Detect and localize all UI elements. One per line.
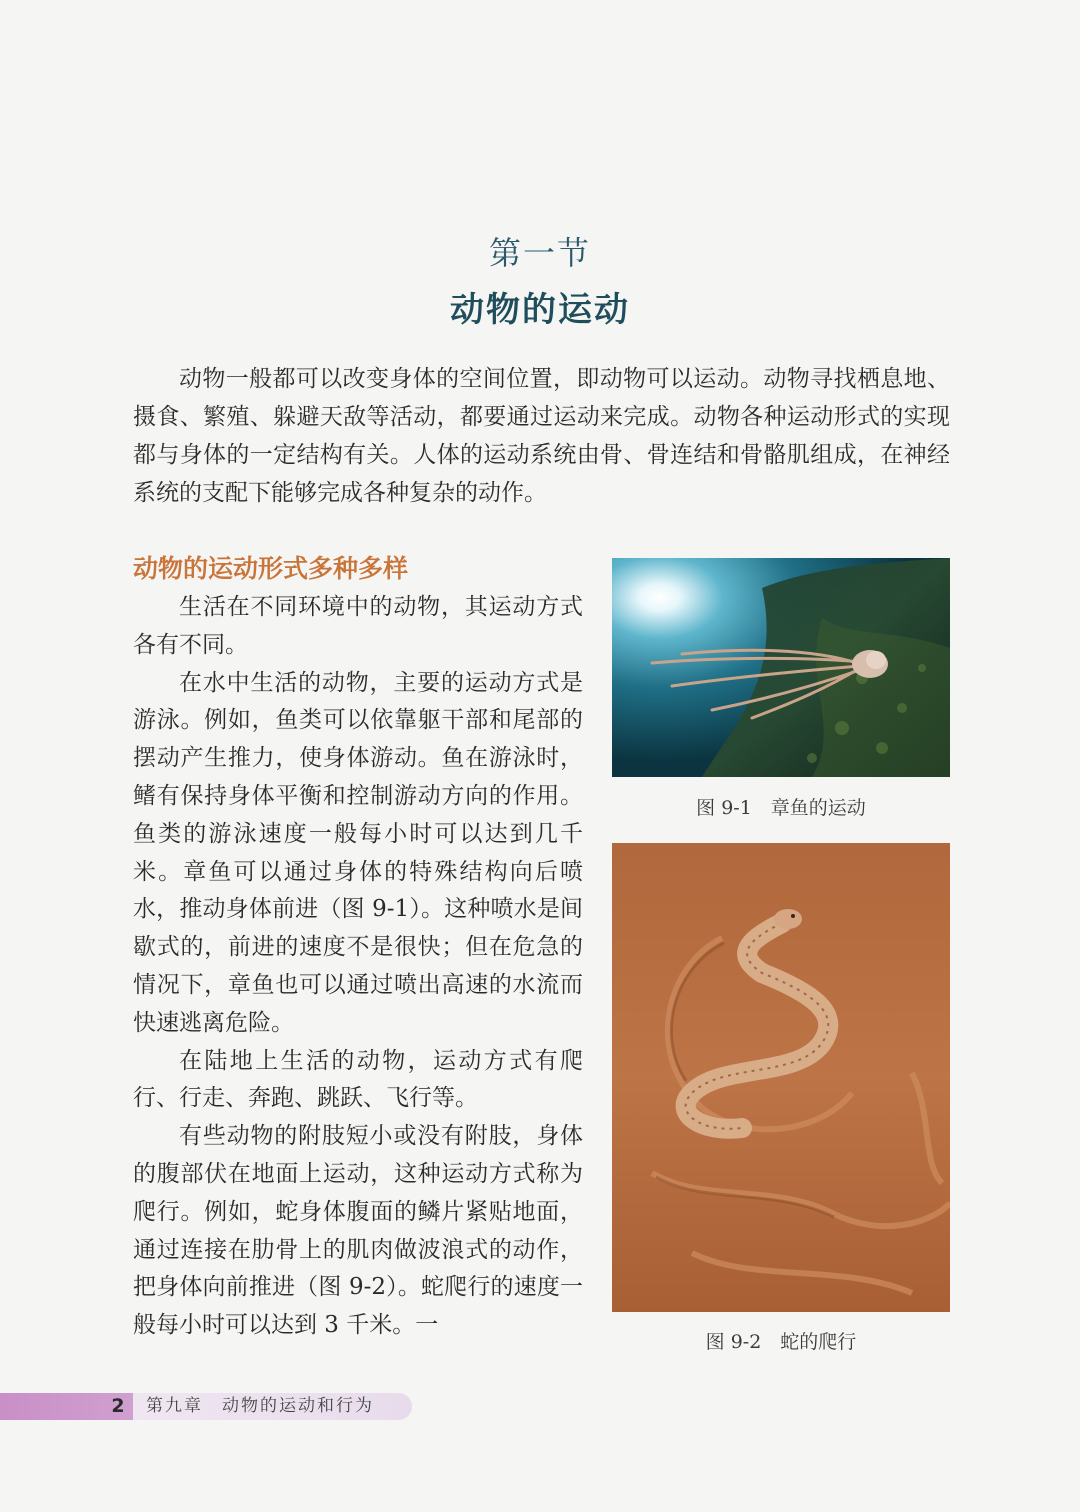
snake-photo bbox=[612, 843, 950, 1312]
section-title: 动物的运动 bbox=[450, 290, 630, 330]
page-number: 2 bbox=[111, 1395, 125, 1417]
intro-text: 动物一般都可以改变身体的空间位置，即动物可以运动。动物寻找栖息地、摄食、繁殖、躲避天敌等活动，都要通过运动来完成。动物各种运动形式的实现都与身体的一定结构有关。人体的运动系统由骨、骨连结和骨骼肌组成，在神经系统的支配下能够完成各种复杂的动作。 bbox=[133, 366, 950, 506]
figure-9-1-caption: 图 9-1 章鱼的运动 bbox=[696, 797, 866, 819]
body-column bbox=[133, 589, 583, 1345]
subheading: 动物的运动形式多种多样 bbox=[133, 554, 409, 583]
paragraph-4: 有些动物的附肢短小或没有附肢，身体的腹部伏在地面上运动，这种运动方式称为爬行。例如，蛇身体腹面的鳞片紧贴地面，通过连接在肋骨上的肌肉做波浪式的动作，把身体向前推进（图 9-2）。蛇爬行的速度一般每小时可以达到 3 千米。一 bbox=[133, 1123, 583, 1339]
paragraph-2: 在水中生活的动物，主要的运动方式是游泳。例如，鱼类可以依靠躯干部和尾部的摆动产生推力，使身体游动。鱼在游泳时，鳍有保持身体平衡和控制游动方向的作用。鱼类的游泳速度一般每小时可以达到几千米。章鱼可以通过身体的特殊结构向后喷水，推动身体前进（图 9-1）。这种喷水是间歇式的，前进的速度不是很快；但在危急的情况下，章鱼也可以通过喷出高速的水流而快速逃离危险。 bbox=[133, 669, 583, 1036]
section-number: 第一节 bbox=[488, 234, 591, 272]
paragraph-1: 生活在不同环境中的动物，其运动方式各有不同。 bbox=[133, 594, 583, 658]
paragraph-3: 在陆地上生活的动物，运动方式有爬行、行走、奔跑、跳跃、飞行等。 bbox=[133, 1047, 583, 1112]
octopus-photo bbox=[612, 558, 950, 777]
intro-paragraph bbox=[133, 360, 950, 512]
figure-9-2-caption: 图 9-2 蛇的爬行 bbox=[705, 1331, 857, 1353]
page-footer bbox=[0, 1393, 412, 1420]
chapter-title: 第九章 动物的运动和行为 bbox=[146, 1396, 374, 1416]
